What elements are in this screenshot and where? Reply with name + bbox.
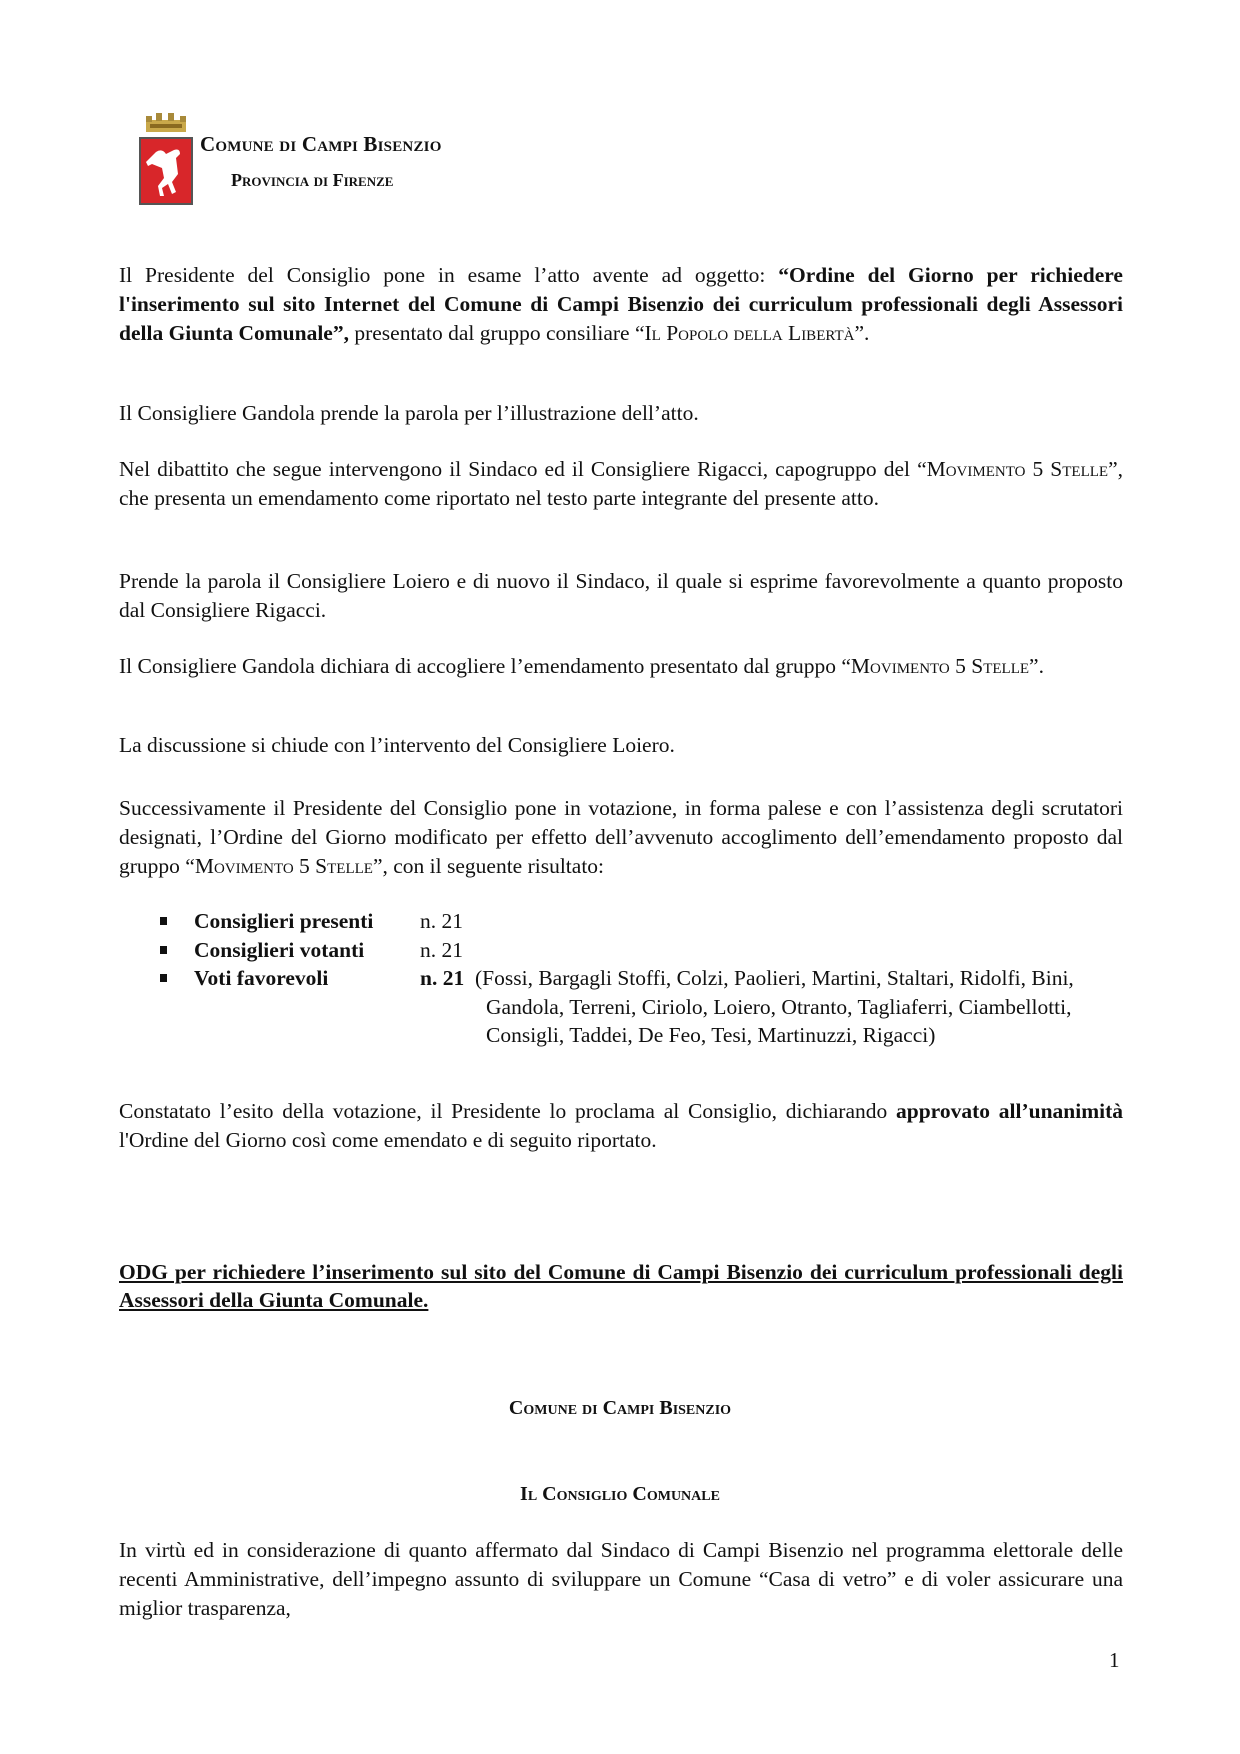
group-name: “Movimento 5 Stelle”	[841, 654, 1039, 678]
group-name: “Movimento 5 Stelle”	[185, 854, 383, 878]
vote-results-list	[160, 907, 1120, 1078]
paragraph-premise: In virtù ed in considerazione di quanto affermato dal Sindaco di Campi Bisenzio nel programma elettorale delle recenti Amministrative, dell’impegno assunto di sviluppare un Comune “Casa di vetro” e di voler assicurare una miglior trasparenza,	[119, 1538, 1123, 1620]
page-number: 1	[1109, 1648, 1120, 1672]
list-item: Voti favorevoli n. 21 (Fossi, Bargagli Stoffi, Colzi, Paolieri, Martini, Staltari, Ridolfi, Bini, Gandola, Terreni, Ciriolo, Loiero, Otranto, Tagliaferri, Ciambellotti, Consigli, Taddei, De Feo, Tesi, Martinuzzi, Rigacci)	[160, 964, 1120, 1078]
group-name: “Movimento 5 Stelle”	[917, 457, 1118, 481]
letterhead-subtitle: Provincia di Firenze	[231, 170, 394, 190]
paragraph-loiero: Prende la parola il Consigliere Loiero e di nuovo il Sindaco, il quale si esprime favorevolmente a quanto proposto dal Consigliere Rigacci.	[119, 569, 1123, 622]
paragraph-subject: Il Presidente del Consiglio pone in esame l’atto avente ad oggetto: “Ordine del Giorno per richiedere l'inserimento sul sito Internet del Comune di Campi Bisenzio dei curriculum professionali degli Assessori della Giunta Comunale”, presentato dal gruppo consiliare “Il Popolo della Libertà”.	[119, 263, 1123, 345]
paragraph-vote: Successivamente il Presidente del Consiglio pone in votazione, in forma palese e con l’assistenza degli scrutatori designati, l’Ordine del Giorno modificato per effetto dell’avvenuto accoglimento dell’emendamento proposto dal gruppo “Movimento 5 Stelle”, con il seguente risultato:	[119, 796, 1123, 878]
voter-names: (Fossi, Bargagli Stoffi, Colzi, Paolieri, Martini, Staltari, Ridolfi, Bini, Gandola, Terreni, Ciriolo, Loiero, Otranto, Tagliaferri, Ciambellotti, Consigli, Taddei, De Feo, Tesi, Martinuzzi, Rigacci)	[475, 966, 1074, 1047]
bullet-icon	[160, 917, 167, 925]
paragraph-debate: Nel dibattito che segue intervengono il Sindaco ed il Consigliere Rigacci, capogruppo del “Movimento 5 Stelle”, che presenta un emendamento come riportato nel testo parte integrante del presente atto.	[119, 457, 1123, 510]
paragraph-illustration: Il Consigliere Gandola prende la parola per l’illustrazione dell’atto.	[119, 401, 699, 425]
paragraph-amendment: Il Consigliere Gandola dichiara di accogliere l’emendamento presentato dal gruppo “Movimento 5 Stelle”.	[119, 654, 1044, 678]
list-item: Consiglieri presenti n. 21	[160, 907, 1120, 936]
subject-title: “Ordine del Giorno per richiedere l'inserimento sul sito Internet del Comune di Campi Bisenzio dei curriculum professionali degli Assessori della Giunta Comunale”,	[119, 263, 1123, 345]
list-item: Consiglieri votanti n. 21	[160, 936, 1120, 965]
paragraph-closing: La discussione si chiude con l’intervento del Consigliere Loiero.	[119, 733, 675, 757]
coat-of-arms-icon	[138, 110, 194, 206]
letterhead	[138, 110, 538, 210]
bullet-icon	[160, 946, 167, 954]
heading-comune: Comune di Campi Bisenzio	[508, 1397, 732, 1419]
bullet-icon	[160, 974, 167, 982]
odg-title: ODG per richiedere l’inserimento sul sito del Comune di Campi Bisenzio dei curriculum professionali degli Assessori della Giunta Comunale.	[119, 1260, 1123, 1312]
group-name: “Il Popolo della Libertà”	[634, 321, 864, 345]
letterhead-title: Comune di Campi Bisenzio	[200, 132, 442, 156]
approval-status: approvato all’unanimità	[896, 1099, 1123, 1123]
heading-consiglio: Il Consiglio Comunale	[520, 1483, 720, 1505]
paragraph-outcome: Constatato l’esito della votazione, il Presidente lo proclama al Consiglio, dichiarando approvato all’unanimità l'Ordine del Giorno così come emendato e di seguito riportato.	[119, 1099, 1123, 1152]
